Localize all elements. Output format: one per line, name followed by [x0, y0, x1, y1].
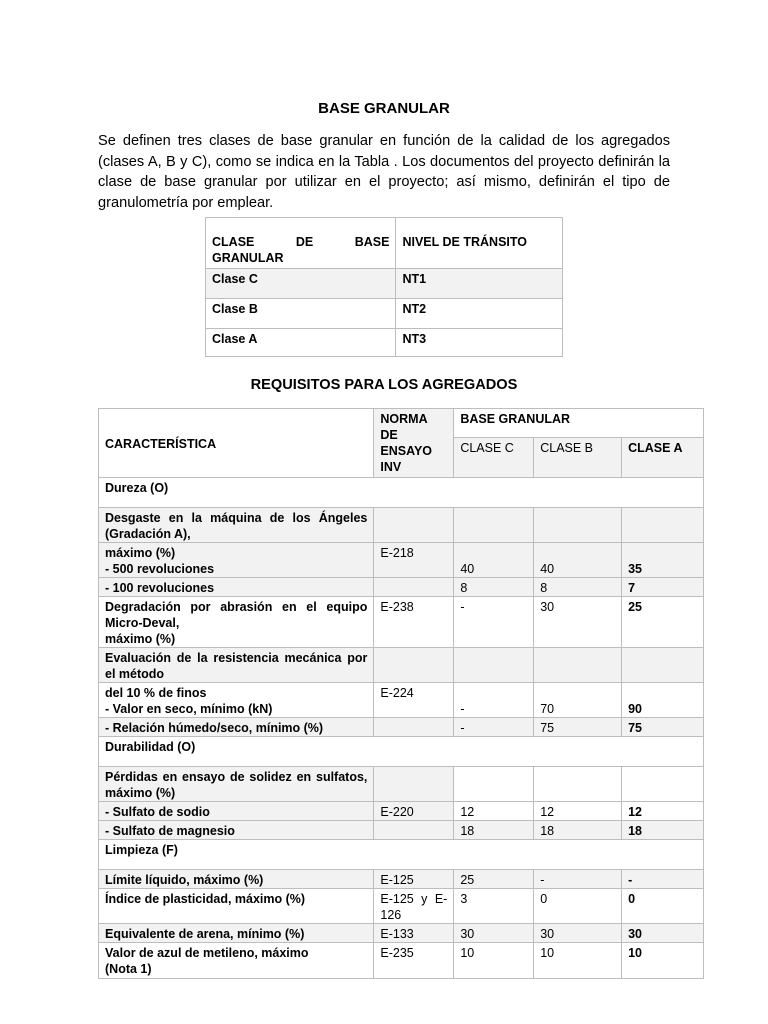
header-clase-c: CLASE C — [454, 438, 534, 478]
table-row: Degradación por abrasión en el equipo Micro-Deval, máximo (%) E-238 - 30 25 — [99, 597, 704, 648]
class-table-header-right: NIVEL DE TRÁNSITO — [396, 218, 563, 269]
page-title: BASE GRANULAR — [318, 100, 450, 117]
table-row: Clase B NT2 — [206, 299, 563, 329]
table-row: Evaluación de la resistencia mecánica por el método — [99, 648, 704, 683]
table-row: Límite líquido, máximo (%) E-125 25 - - — [99, 870, 704, 889]
table-row: Índice de plasticidad, máximo (%) E-125 y E-126 3 0 0 — [99, 889, 704, 924]
table-row: - Sulfato de sodio E-220 12 12 12 — [99, 802, 704, 821]
header-clase-a: CLASE A — [622, 438, 704, 478]
table-row: Clase C NT1 — [206, 269, 563, 299]
table-row: Desgaste en la máquina de los Ángeles (Gradación A), — [99, 508, 704, 543]
section-row: Durabilidad (O) — [99, 737, 704, 767]
table-row: Equivalente de arena, mínimo (%) E-133 30 30 30 — [99, 924, 704, 943]
section-row: Dureza (O) — [99, 478, 704, 508]
requirements-table — [98, 408, 704, 979]
table-row: - 100 revoluciones 8 8 7 — [99, 578, 704, 597]
header-clase-b: CLASE B — [534, 438, 622, 478]
table-row: Valor de azul de metileno, máximo (Nota 1) E-235 10 10 10 — [99, 943, 704, 979]
class-table — [205, 217, 563, 357]
header-base-granular: BASE GRANULAR — [454, 409, 704, 438]
header-caracteristica: CARACTERÍSTICA — [99, 409, 374, 478]
class-table-header-left: CLASE DE BASE GRANULAR — [206, 218, 396, 269]
table-row: del 10 % de finos - Valor en seco, mínimo (kN) E-224 - 70 90 — [99, 683, 704, 718]
table-row: - Sulfato de magnesio 18 18 18 — [99, 821, 704, 840]
table-row: Clase A NT3 — [206, 329, 563, 357]
table-row: - Relación húmedo/seco, mínimo (%) - 75 75 — [99, 718, 704, 737]
table-row: Pérdidas en ensayo de solidez en sulfatos, máximo (%) — [99, 767, 704, 802]
header-norma: NORMA DE ENSAYO INV — [374, 409, 454, 478]
section-row: Limpieza (F) — [99, 840, 704, 870]
requirements-title: REQUISITOS PARA LOS AGREGADOS — [250, 377, 518, 393]
intro-paragraph: Se definen tres clases de base granular en función de la calidad de los agregados (clases A, B y C), como se indica en la Tabla . Los documentos del proyecto definirán la clase de base granular por utilizar en el proyecto; así mismo, definirán el tipo de granulometría por emplear. — [98, 133, 670, 211]
table-row: máximo (%) - 500 revoluciones E-218 40 40 35 — [99, 543, 704, 578]
